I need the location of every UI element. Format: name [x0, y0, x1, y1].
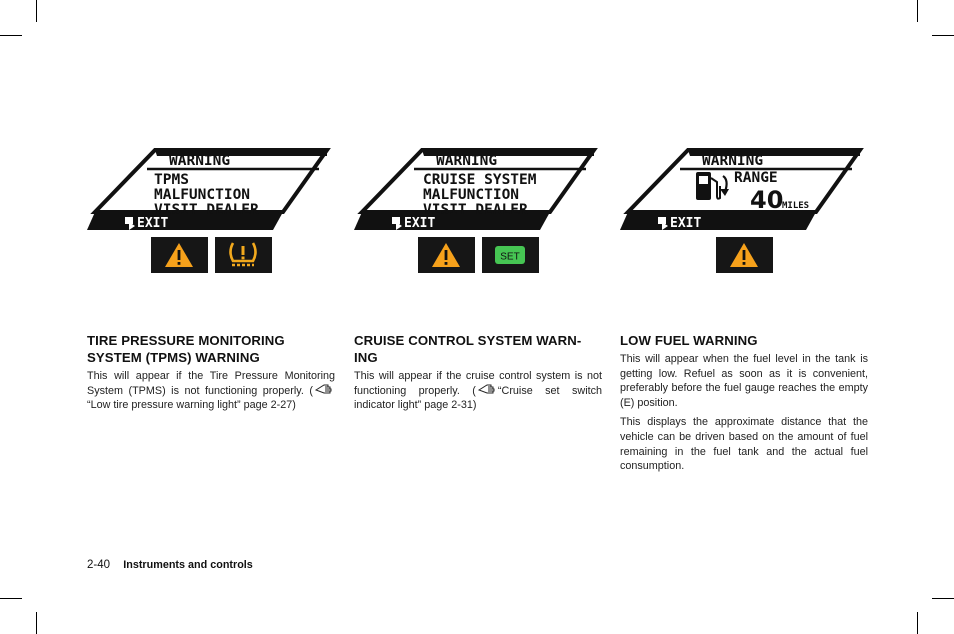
display-screen-low-fuel	[620, 148, 868, 234]
fuel-pump-icon	[696, 172, 720, 200]
screen-exit-label: EXIT	[404, 216, 436, 231]
screen-line-2: MALFUNCTION	[154, 187, 251, 203]
section-heading: TIRE PRESSURE MONITORING SYSTEM (TPMS) WARNING	[87, 333, 285, 365]
screen-line-1: CRUISE SYSTEM	[423, 172, 537, 188]
crop-mark-bottom-right-h	[932, 598, 954, 599]
page-footer	[87, 559, 253, 571]
page-reference-icon	[478, 384, 496, 396]
warning-triangle-icon	[418, 237, 475, 273]
figure-tpms-warning	[87, 140, 335, 300]
section-paragraph: This will appear if the cruise control system is not functioning properly. ( “Cruise set switch indicator light” page 2-31)	[354, 370, 602, 412]
section-paragraph-2: This displays the approximate distance that the vehicle can be driven based on the amount of fuel remaining in the fuel tank and the actual fuel consumption.	[620, 416, 868, 473]
screen-exit-label: EXIT	[137, 216, 169, 231]
section-cruise	[354, 332, 602, 418]
display-screen-cruise	[354, 148, 602, 234]
screen-title: WARNING	[702, 153, 764, 169]
section-heading: LOW FUEL WARNING	[620, 333, 758, 348]
section-paragraph-1: This will appear when the fuel level in the tank is getting low. Refuel as soon as it is convenient, preferably before the fuel gauge reaches the empty (E) position.	[620, 353, 868, 409]
crop-mark-top-left-h	[0, 35, 22, 36]
section-paragraph: This will appear if the Tire Pressure Monitoring System (TPMS) is not functioning properly. (“Low tire pressure warning light” page 2-27)	[87, 370, 335, 412]
crop-mark-bottom-right-v	[917, 612, 918, 634]
range-unit: MILES	[782, 201, 810, 211]
section-low-fuel	[620, 332, 868, 479]
screen-line-3: VISIT DEALER	[154, 202, 259, 218]
crop-mark-top-right-v	[917, 0, 918, 22]
range-arrow-icon	[720, 176, 729, 196]
screen-line-1: TPMS	[154, 172, 189, 188]
cruise-set-icon	[482, 237, 539, 273]
screen-line-2: MALFUNCTION	[423, 187, 520, 203]
footer-section-title: Instruments and controls	[123, 559, 253, 571]
crop-mark-bottom-left-v	[36, 612, 37, 634]
page-reference-icon	[315, 384, 333, 396]
set-label: SET	[500, 251, 520, 263]
section-tpms	[87, 332, 335, 418]
warning-triangle-icon	[716, 237, 773, 273]
screen-title: WARNING	[169, 153, 231, 169]
screen-exit-label: EXIT	[670, 216, 702, 231]
page-number: 2-40	[87, 559, 111, 571]
tire-pressure-icon	[215, 237, 272, 273]
range-value: 40	[750, 186, 784, 214]
section-heading: CRUISE CONTROL SYSTEM WARN-ING	[354, 333, 582, 365]
warning-triangle-icon	[151, 237, 208, 273]
screen-title: WARNING	[436, 153, 498, 169]
range-label: RANGE	[734, 170, 778, 186]
display-screen-tpms	[87, 148, 335, 234]
crop-mark-top-right-h	[932, 35, 954, 36]
crop-mark-top-left-v	[36, 0, 37, 22]
figure-cruise-warning	[354, 140, 602, 300]
screen-line-3: VISIT DEALER	[423, 202, 528, 218]
crop-mark-bottom-left-h	[0, 598, 22, 599]
figure-low-fuel-warning	[620, 140, 868, 300]
